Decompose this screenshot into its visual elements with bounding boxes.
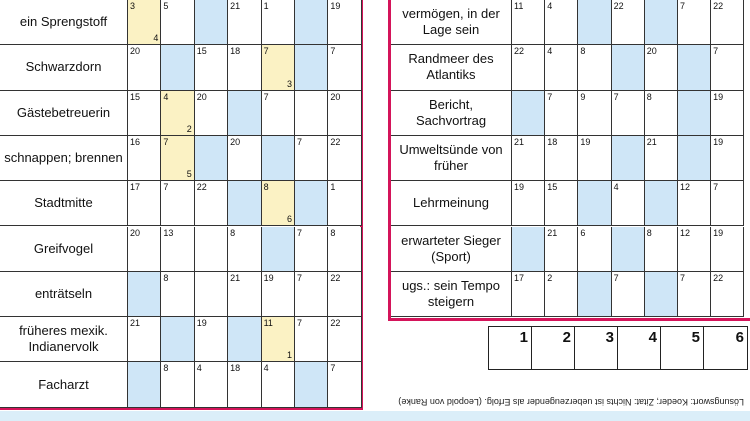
cell-number: 18 xyxy=(230,363,241,374)
cell-number: 7 xyxy=(547,91,553,102)
answer-cell[interactable] xyxy=(195,45,228,90)
answer-cell[interactable] xyxy=(545,227,578,272)
cell-number: 20 xyxy=(130,46,141,57)
cell-number: 22 xyxy=(196,182,207,193)
answer-cell[interactable] xyxy=(161,181,194,226)
answer-cell[interactable] xyxy=(228,136,261,181)
answer-cell[interactable] xyxy=(161,91,194,136)
answer-cell[interactable] xyxy=(195,0,228,45)
answer-cell[interactable] xyxy=(295,227,328,272)
solution-index: 5 xyxy=(186,169,192,180)
crossword-row xyxy=(0,136,362,181)
answer-cell[interactable] xyxy=(578,136,611,181)
answer-cell[interactable] xyxy=(545,136,578,181)
cell-number: 3 xyxy=(130,1,136,11)
answer-cell[interactable] xyxy=(228,0,261,45)
cell-number: 7 xyxy=(296,318,302,329)
cell-number: 21 xyxy=(130,318,141,329)
answer-cell[interactable] xyxy=(578,91,611,136)
answer-cell[interactable] xyxy=(262,181,295,226)
cell-number: 15 xyxy=(547,182,558,193)
cell-number: 4 xyxy=(163,91,169,102)
answer-cell[interactable] xyxy=(645,136,678,181)
answer-cell[interactable] xyxy=(612,272,645,317)
cell-number: 19 xyxy=(713,227,724,238)
answer-cell[interactable] xyxy=(228,181,261,226)
cell-number: 19 xyxy=(330,1,341,11)
answer-cell[interactable] xyxy=(512,91,545,136)
cell-number: 21 xyxy=(230,1,241,11)
cell-number: 8 xyxy=(263,182,269,193)
cell-number: 7 xyxy=(296,272,302,283)
cell-number: 20 xyxy=(130,227,141,238)
cell-number: 22 xyxy=(514,46,525,57)
answer-cell[interactable] xyxy=(328,136,361,181)
clue-text: früheres mexik. Indianervolk xyxy=(0,317,128,362)
clue-text: enträtseln xyxy=(0,272,128,317)
cell-number: 11 xyxy=(514,1,524,11)
clue-text: Stadtmitte xyxy=(0,181,128,226)
cell-number: 15 xyxy=(196,46,207,57)
answer-cell[interactable] xyxy=(128,181,161,226)
cell-number: 7 xyxy=(679,272,685,283)
cell-number: 21 xyxy=(547,227,558,238)
answer-cell[interactable] xyxy=(645,45,678,90)
solution-box-number: 4 xyxy=(648,329,657,346)
solution-index: 6 xyxy=(286,214,292,225)
answer-cell[interactable] xyxy=(161,136,194,181)
cell-number: 19 xyxy=(713,136,724,147)
crossword-row xyxy=(0,0,362,45)
crossword-row xyxy=(391,0,744,45)
answer-cell[interactable] xyxy=(195,181,228,226)
cell-number: 21 xyxy=(646,136,657,147)
solution-box-number: 5 xyxy=(691,329,700,346)
clue-text: schnappen; brennen xyxy=(0,136,128,181)
answer-cell[interactable] xyxy=(612,45,645,90)
cell-number: 7 xyxy=(713,182,719,193)
clue-text: ein Sprengstoff xyxy=(0,0,128,45)
answer-cell[interactable] xyxy=(545,272,578,317)
answer-cell[interactable] xyxy=(328,362,361,407)
answer-cell[interactable] xyxy=(195,317,228,362)
bottom-strip xyxy=(0,411,750,421)
answer-cell[interactable] xyxy=(195,362,228,407)
answer-cell[interactable] xyxy=(195,91,228,136)
solution-index: 3 xyxy=(286,78,292,89)
answer-cell[interactable] xyxy=(262,272,295,317)
cell-number: 17 xyxy=(514,272,525,283)
answer-cell[interactable] xyxy=(128,0,161,45)
answer-cell[interactable] xyxy=(545,45,578,90)
answer-cell[interactable] xyxy=(295,362,328,407)
cell-number: 5 xyxy=(163,1,169,11)
answer-cell[interactable] xyxy=(128,362,161,407)
cell-number: 4 xyxy=(547,1,553,11)
crossword-row xyxy=(391,272,744,317)
solution-index: 1 xyxy=(286,350,292,361)
answer-cell[interactable] xyxy=(678,91,711,136)
solution-index: 2 xyxy=(186,123,192,134)
cell-number: 4 xyxy=(196,363,202,374)
answer-cell[interactable] xyxy=(262,362,295,407)
answer-cell[interactable] xyxy=(128,136,161,181)
answer-cell[interactable] xyxy=(328,272,361,317)
answer-cell[interactable] xyxy=(195,227,228,272)
cell-number: 17 xyxy=(130,182,141,193)
crossword-row xyxy=(0,227,362,272)
cell-number: 8 xyxy=(580,46,586,57)
answer-cell[interactable] xyxy=(545,0,578,45)
answer-cell[interactable] xyxy=(678,227,711,272)
answer-cell[interactable] xyxy=(612,181,645,226)
cell-number: 16 xyxy=(130,136,141,147)
cell-number: 22 xyxy=(330,272,341,283)
answer-cell[interactable] xyxy=(295,91,328,136)
cell-number: 2 xyxy=(547,272,553,283)
answer-cell[interactable] xyxy=(262,136,295,181)
answer-cell[interactable] xyxy=(678,181,711,226)
answer-cell[interactable] xyxy=(228,91,261,136)
crossword-row xyxy=(391,227,744,272)
cell-number: 4 xyxy=(263,363,269,374)
answer-cell[interactable] xyxy=(612,136,645,181)
cell-number: 8 xyxy=(163,272,169,283)
cell-number: 7 xyxy=(163,136,169,147)
solution-index: 4 xyxy=(153,33,159,44)
answer-cell[interactable] xyxy=(678,45,711,90)
answer-cell[interactable] xyxy=(295,272,328,317)
answer-cell[interactable] xyxy=(512,272,545,317)
cell-number: 7 xyxy=(613,91,619,102)
answer-cell[interactable] xyxy=(295,136,328,181)
answer-cell[interactable] xyxy=(512,227,545,272)
cell-number: 7 xyxy=(263,91,269,102)
answer-cell[interactable] xyxy=(512,136,545,181)
answer-cell[interactable] xyxy=(128,317,161,362)
answer-cell[interactable] xyxy=(645,91,678,136)
crossword-row xyxy=(391,136,744,181)
crossword-row xyxy=(391,181,744,226)
cell-number: 7 xyxy=(163,182,169,193)
answer-cell[interactable] xyxy=(328,0,361,45)
clue-text: erwarteter Sieger (Sport) xyxy=(391,227,512,272)
cell-number: 13 xyxy=(163,227,174,238)
solution-box-number: 3 xyxy=(605,329,614,346)
solution-box[interactable] xyxy=(618,327,661,369)
clue-text: Facharzt xyxy=(0,362,128,407)
cell-number: 18 xyxy=(547,136,558,147)
answer-cell[interactable] xyxy=(678,136,711,181)
answer-cell[interactable] xyxy=(645,272,678,317)
answer-cell[interactable] xyxy=(228,272,261,317)
cell-number: 1 xyxy=(263,1,269,11)
crossword-row xyxy=(0,317,362,362)
solution-box-number: 2 xyxy=(562,329,571,346)
clue-text: Greifvogel xyxy=(0,227,128,272)
answer-cell[interactable] xyxy=(161,317,194,362)
cell-number: 21 xyxy=(514,136,525,147)
answer-cell[interactable] xyxy=(161,45,194,90)
answer-cell[interactable] xyxy=(328,181,361,226)
answer-cell[interactable] xyxy=(645,0,678,45)
cell-number: 22 xyxy=(713,272,724,283)
cell-number: 7 xyxy=(263,46,269,57)
answer-cell[interactable] xyxy=(545,91,578,136)
answer-cell[interactable] xyxy=(161,227,194,272)
cell-number: 4 xyxy=(613,182,619,193)
answer-cell[interactable] xyxy=(711,227,744,272)
cell-number: 19 xyxy=(263,272,274,283)
answer-cell[interactable] xyxy=(295,181,328,226)
solution-box-number: 6 xyxy=(735,329,744,346)
clue-text: Bericht, Sachvortrag xyxy=(391,91,512,136)
answer-cell[interactable] xyxy=(711,45,744,90)
clue-text: ugs.: sein Tempo steigern xyxy=(391,272,512,317)
answer-cell[interactable] xyxy=(512,181,545,226)
answer-cell[interactable] xyxy=(262,317,295,362)
answer-cell[interactable] xyxy=(512,45,545,90)
solution-box[interactable] xyxy=(575,327,618,369)
solution-word-boxes xyxy=(488,326,748,370)
cell-number: 22 xyxy=(330,318,341,329)
crossword-row xyxy=(0,91,362,136)
answer-cell[interactable] xyxy=(612,0,645,45)
solution-box[interactable] xyxy=(704,327,747,369)
cell-number: 8 xyxy=(163,363,169,374)
cell-number: 22 xyxy=(330,136,341,147)
cell-number: 15 xyxy=(130,91,141,102)
cell-number: 8 xyxy=(646,227,652,238)
clue-text: vermögen, in der Lage sein xyxy=(391,0,512,45)
answer-cell[interactable] xyxy=(128,91,161,136)
answer-cell[interactable] xyxy=(228,317,261,362)
cell-number: 19 xyxy=(514,182,525,193)
answer-cell[interactable] xyxy=(128,272,161,317)
answer-cell[interactable] xyxy=(711,136,744,181)
cell-number: 8 xyxy=(230,227,236,238)
cell-number: 8 xyxy=(646,91,652,102)
clue-text: Gästebetreuerin xyxy=(0,91,128,136)
cell-number: 11 xyxy=(263,318,273,329)
answer-cell[interactable] xyxy=(161,272,194,317)
cell-number: 7 xyxy=(679,1,685,11)
crossword-row xyxy=(0,272,362,317)
cell-number: 4 xyxy=(547,46,553,57)
cell-number: 19 xyxy=(713,91,724,102)
crossword-row xyxy=(0,45,362,90)
answer-cell[interactable] xyxy=(578,45,611,90)
answer-cell[interactable] xyxy=(161,0,194,45)
crossword-row xyxy=(0,181,362,226)
cell-number: 7 xyxy=(613,272,619,283)
solution-footer-text: Lösungswort: Koeder; Zitat: Nichts ist ueberzeugender als Erfolg. (Leopold von Ranke) xyxy=(398,397,744,407)
solution-box[interactable] xyxy=(489,327,532,369)
answer-cell[interactable] xyxy=(711,272,744,317)
answer-cell[interactable] xyxy=(512,0,545,45)
answer-cell[interactable] xyxy=(195,136,228,181)
cell-number: 20 xyxy=(230,136,241,147)
answer-cell[interactable] xyxy=(711,181,744,226)
cell-number: 20 xyxy=(330,91,341,102)
cell-number: 7 xyxy=(713,46,719,57)
answer-cell[interactable] xyxy=(578,181,611,226)
answer-cell[interactable] xyxy=(295,317,328,362)
cell-number: 19 xyxy=(196,318,207,329)
cell-number: 20 xyxy=(646,46,657,57)
answer-cell[interactable] xyxy=(161,362,194,407)
crossword-row xyxy=(0,362,362,407)
cell-number: 22 xyxy=(613,1,624,11)
answer-cell[interactable] xyxy=(711,0,744,45)
answer-cell[interactable] xyxy=(228,227,261,272)
clue-text: Lehrmeinung xyxy=(391,181,512,226)
answer-cell[interactable] xyxy=(328,91,361,136)
cell-number: 21 xyxy=(230,272,241,283)
solution-box-number: 1 xyxy=(519,329,528,346)
answer-cell[interactable] xyxy=(678,0,711,45)
answer-cell[interactable] xyxy=(678,272,711,317)
cell-number: 6 xyxy=(580,227,586,238)
clue-text: Schwarzdorn xyxy=(0,45,128,90)
clue-text: Umweltsünde von früher xyxy=(391,136,512,181)
answer-cell[interactable] xyxy=(645,181,678,226)
cell-number: 8 xyxy=(330,227,336,238)
cell-number: 1 xyxy=(330,182,336,193)
cell-number: 7 xyxy=(296,136,302,147)
right-crossword-grid xyxy=(388,0,750,321)
answer-cell[interactable] xyxy=(228,45,261,90)
answer-cell[interactable] xyxy=(711,91,744,136)
answer-cell[interactable] xyxy=(262,227,295,272)
cell-number: 19 xyxy=(580,136,591,147)
clue-text: Randmeer des Atlantiks xyxy=(391,45,512,90)
answer-cell[interactable] xyxy=(228,362,261,407)
cell-number: 20 xyxy=(196,91,207,102)
crossword-row xyxy=(391,45,744,90)
answer-cell[interactable] xyxy=(262,91,295,136)
answer-cell[interactable] xyxy=(128,45,161,90)
answer-cell[interactable] xyxy=(195,272,228,317)
answer-cell[interactable] xyxy=(578,0,611,45)
cell-number: 18 xyxy=(230,46,241,57)
cell-number: 7 xyxy=(330,46,336,57)
cell-number: 12 xyxy=(679,182,690,193)
cell-number: 9 xyxy=(580,91,586,102)
answer-cell[interactable] xyxy=(128,227,161,272)
cell-number: 22 xyxy=(713,1,724,11)
answer-cell[interactable] xyxy=(328,317,361,362)
answer-cell[interactable] xyxy=(612,91,645,136)
answer-cell[interactable] xyxy=(545,181,578,226)
left-crossword-grid xyxy=(0,0,363,410)
answer-cell[interactable] xyxy=(262,45,295,90)
answer-cell[interactable] xyxy=(328,227,361,272)
solution-box[interactable] xyxy=(532,327,575,369)
answer-cell[interactable] xyxy=(328,45,361,90)
crossword-row xyxy=(391,91,744,136)
answer-cell[interactable] xyxy=(578,272,611,317)
answer-cell[interactable] xyxy=(578,227,611,272)
solution-box[interactable] xyxy=(661,327,704,369)
answer-cell[interactable] xyxy=(295,45,328,90)
cell-number: 7 xyxy=(296,227,302,238)
cell-number: 7 xyxy=(330,363,336,374)
answer-cell[interactable] xyxy=(295,0,328,45)
cell-number: 12 xyxy=(679,227,690,238)
answer-cell[interactable] xyxy=(262,0,295,45)
answer-cell[interactable] xyxy=(645,227,678,272)
answer-cell[interactable] xyxy=(612,227,645,272)
